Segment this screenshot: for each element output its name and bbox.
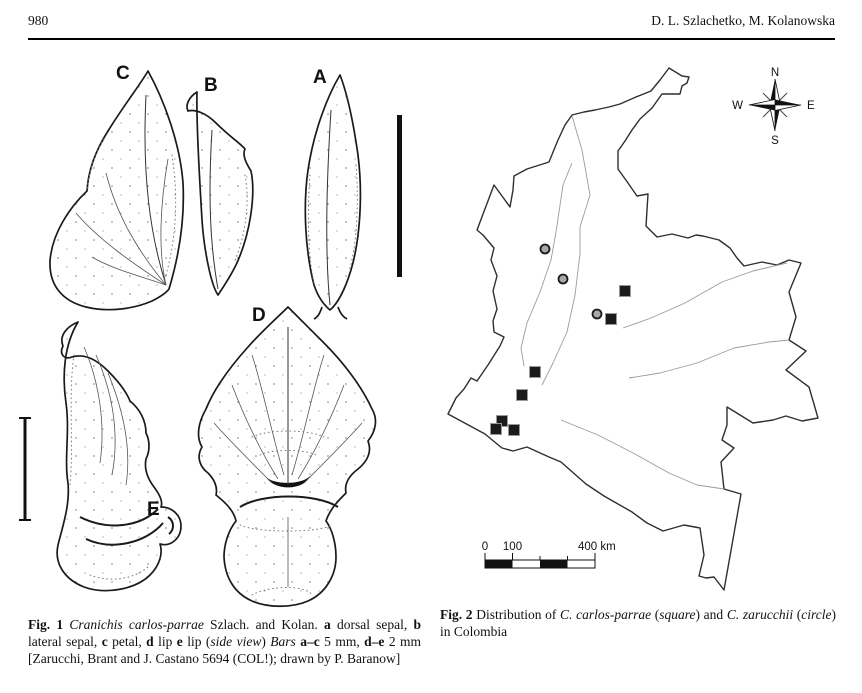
figure2-caption: Fig. 2 Distribution of C. carlos-parrae (square) and C. zarucchii (circle) in Colombia xyxy=(440,607,837,639)
drawing-e-lip-side-view xyxy=(57,322,181,591)
river-lines xyxy=(521,116,789,489)
panel-label-a: A xyxy=(313,67,327,88)
drawing-b-lateral-sepal xyxy=(187,92,253,295)
scale-label-100: 100 xyxy=(502,541,523,553)
marker-square-carlos-parrae xyxy=(606,314,617,325)
drawing-d-lip xyxy=(199,307,376,606)
figure2-map xyxy=(432,55,862,605)
figure1-plate xyxy=(0,55,430,615)
scale-bar-ac xyxy=(397,115,402,277)
marker-circle-zarucchii xyxy=(559,275,568,284)
compass-e-label: E xyxy=(807,100,815,112)
figure1-caption: Fig. 1 Cranichis carlos-parrae Szlach. and Kolan. a dorsal sepal, b lateral sepal, c petal, d lip e lip (side view) Bars a–c 5 mm, d–e 2 mm [Zarucchi, Brant and J. Castano 5694 (COL!); drawn by P. Baranow] xyxy=(28,617,422,666)
scale-label-400km: 400 km xyxy=(578,541,616,553)
marker-square-carlos-parrae xyxy=(530,367,541,378)
running-head: D. L. Szlachetko, M. Kolanowska xyxy=(651,13,835,28)
compass-n-label: N xyxy=(770,67,780,79)
marker-square-carlos-parrae xyxy=(517,390,528,401)
page-number: 980 xyxy=(28,13,49,28)
map-scale-bar xyxy=(482,541,616,568)
drawing-a-dorsal-sepal xyxy=(305,75,360,319)
marker-square-carlos-parrae xyxy=(491,424,502,435)
header-rule xyxy=(28,38,835,40)
panel-label-e: E xyxy=(147,499,160,520)
map-markers xyxy=(491,245,631,436)
colombia-outline xyxy=(448,68,818,590)
panel-label-d: D xyxy=(252,305,266,326)
compass-rose-icon xyxy=(732,67,815,147)
compass-w-label: W xyxy=(732,100,743,112)
marker-square-carlos-parrae xyxy=(620,286,631,297)
scale-label-0: 0 xyxy=(481,541,489,553)
drawing-c-petal xyxy=(50,71,183,310)
scale-bar-de xyxy=(19,417,31,521)
marker-square-carlos-parrae xyxy=(509,425,520,436)
panel-label-c: C xyxy=(116,63,130,84)
marker-circle-zarucchii xyxy=(541,245,550,254)
marker-circle-zarucchii xyxy=(593,310,602,319)
panel-label-b: B xyxy=(204,75,218,96)
compass-s-label: S xyxy=(771,135,779,147)
